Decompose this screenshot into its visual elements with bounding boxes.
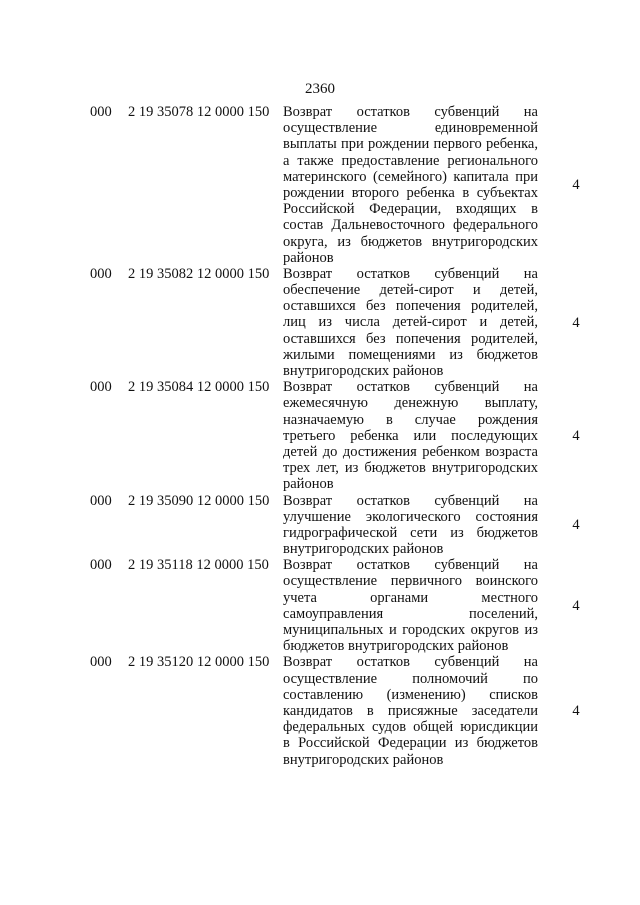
- description-line: Возврат остатков субвенций на: [283, 654, 538, 671]
- description-line: жилыми помещениями из бюджетов: [283, 346, 538, 363]
- row-budget-code: 2 19 35118 12 0000 150: [128, 557, 269, 574]
- row-budget-code: 2 19 35090 12 0000 150: [128, 492, 270, 509]
- page-number: 2360: [305, 81, 335, 97]
- table-row: [0, 104, 640, 266]
- description-line: в Российской Федерации из бюджетов: [283, 735, 538, 752]
- description-line: внутригородских районов: [283, 751, 444, 768]
- row-admin-code: 000: [90, 492, 112, 509]
- description-line: районов: [283, 249, 334, 266]
- row-value: 4: [572, 314, 580, 331]
- description-line: самоуправления поселений,: [283, 605, 538, 622]
- row-value: 4: [572, 597, 580, 614]
- description-line: а также предоставление регионального: [283, 152, 538, 169]
- row-admin-code: 000: [90, 654, 112, 671]
- row-admin-code: 000: [90, 265, 112, 282]
- description-line: улучшение экологического состояния: [283, 508, 538, 525]
- description-line: третьего ребенка или последующих: [283, 427, 538, 444]
- description-line: лиц из числа детей-сирот и детей,: [283, 314, 538, 331]
- description-line: осуществление полномочий по: [283, 670, 538, 687]
- description-line: Возврат остатков субвенций на: [283, 557, 538, 574]
- row-description: [283, 104, 538, 266]
- row-value: 4: [572, 516, 580, 533]
- description-line: Возврат остатков субвенций на: [283, 265, 538, 282]
- table-row: [0, 654, 640, 767]
- row-admin-code: 000: [90, 379, 112, 396]
- description-line: учета органами местного: [283, 589, 538, 606]
- row-admin-code: 000: [90, 557, 112, 574]
- row-description: [283, 654, 538, 767]
- description-line: трех лет, из бюджетов внутригородских: [283, 460, 538, 477]
- row-description: [283, 379, 538, 492]
- description-line: состав Дальневосточного федерального: [283, 217, 538, 234]
- description-line: Возврат остатков субвенций на: [283, 104, 538, 120]
- description-line: оставшихся без попечения родителей,: [283, 330, 538, 347]
- row-value: 4: [572, 427, 580, 444]
- row-budget-code: 2 19 35078 12 0000 150: [128, 104, 270, 120]
- description-line: детей до достижения ребенком возраста: [283, 443, 538, 460]
- description-line: районов: [283, 476, 334, 493]
- description-line: осуществление первичного воинского: [283, 573, 538, 590]
- description-line: гидрографической сети из бюджетов: [283, 524, 538, 541]
- table-row: [0, 266, 640, 379]
- budget-code-table: [0, 104, 640, 768]
- description-line: обеспечение детей-сирот и детей,: [283, 282, 538, 299]
- description-line: оставшихся без попечения родителей,: [283, 298, 538, 315]
- row-description: [283, 493, 538, 558]
- description-line: назначаемую в случае рождения: [283, 411, 538, 428]
- table-row: [0, 557, 640, 654]
- table-row: [0, 379, 640, 492]
- description-line: осуществление единовременной: [283, 120, 538, 137]
- description-line: составлению (изменению) списков: [283, 686, 538, 703]
- description-line: выплаты при рождении первого ребенка,: [283, 136, 538, 153]
- description-line: кандидатов в присяжные заседатели: [283, 702, 538, 719]
- description-line: бюджетов внутригородских районов: [283, 638, 509, 655]
- row-description: [283, 266, 538, 379]
- description-line: муниципальных и городских округов из: [283, 622, 538, 638]
- row-budget-code: 2 19 35084 12 0000 150: [128, 379, 270, 396]
- description-line: внутригородских районов: [283, 541, 444, 558]
- description-line: Возврат остатков субвенций на: [283, 379, 538, 396]
- row-value: 4: [572, 702, 580, 719]
- table-row: [0, 493, 640, 558]
- description-line: рождении второго ребенка в субъектах: [283, 184, 538, 201]
- row-value: 4: [572, 176, 580, 193]
- row-budget-code: 2 19 35082 12 0000 150: [128, 265, 270, 282]
- description-line: округа, из бюджетов внутригородских: [283, 233, 538, 250]
- row-admin-code: 000: [90, 104, 112, 120]
- row-description: [283, 557, 538, 654]
- description-line: федеральных судов общей юрисдикции: [283, 719, 538, 736]
- description-line: Возврат остатков субвенций на: [283, 492, 538, 509]
- description-line: ежемесячную денежную выплату,: [283, 395, 538, 412]
- description-line: внутригородских районов: [283, 363, 444, 379]
- description-line: Российской Федерации, входящих в: [283, 201, 538, 218]
- row-budget-code: 2 19 35120 12 0000 150: [128, 654, 270, 671]
- description-line: материнского (семейного) капитала при: [283, 168, 538, 185]
